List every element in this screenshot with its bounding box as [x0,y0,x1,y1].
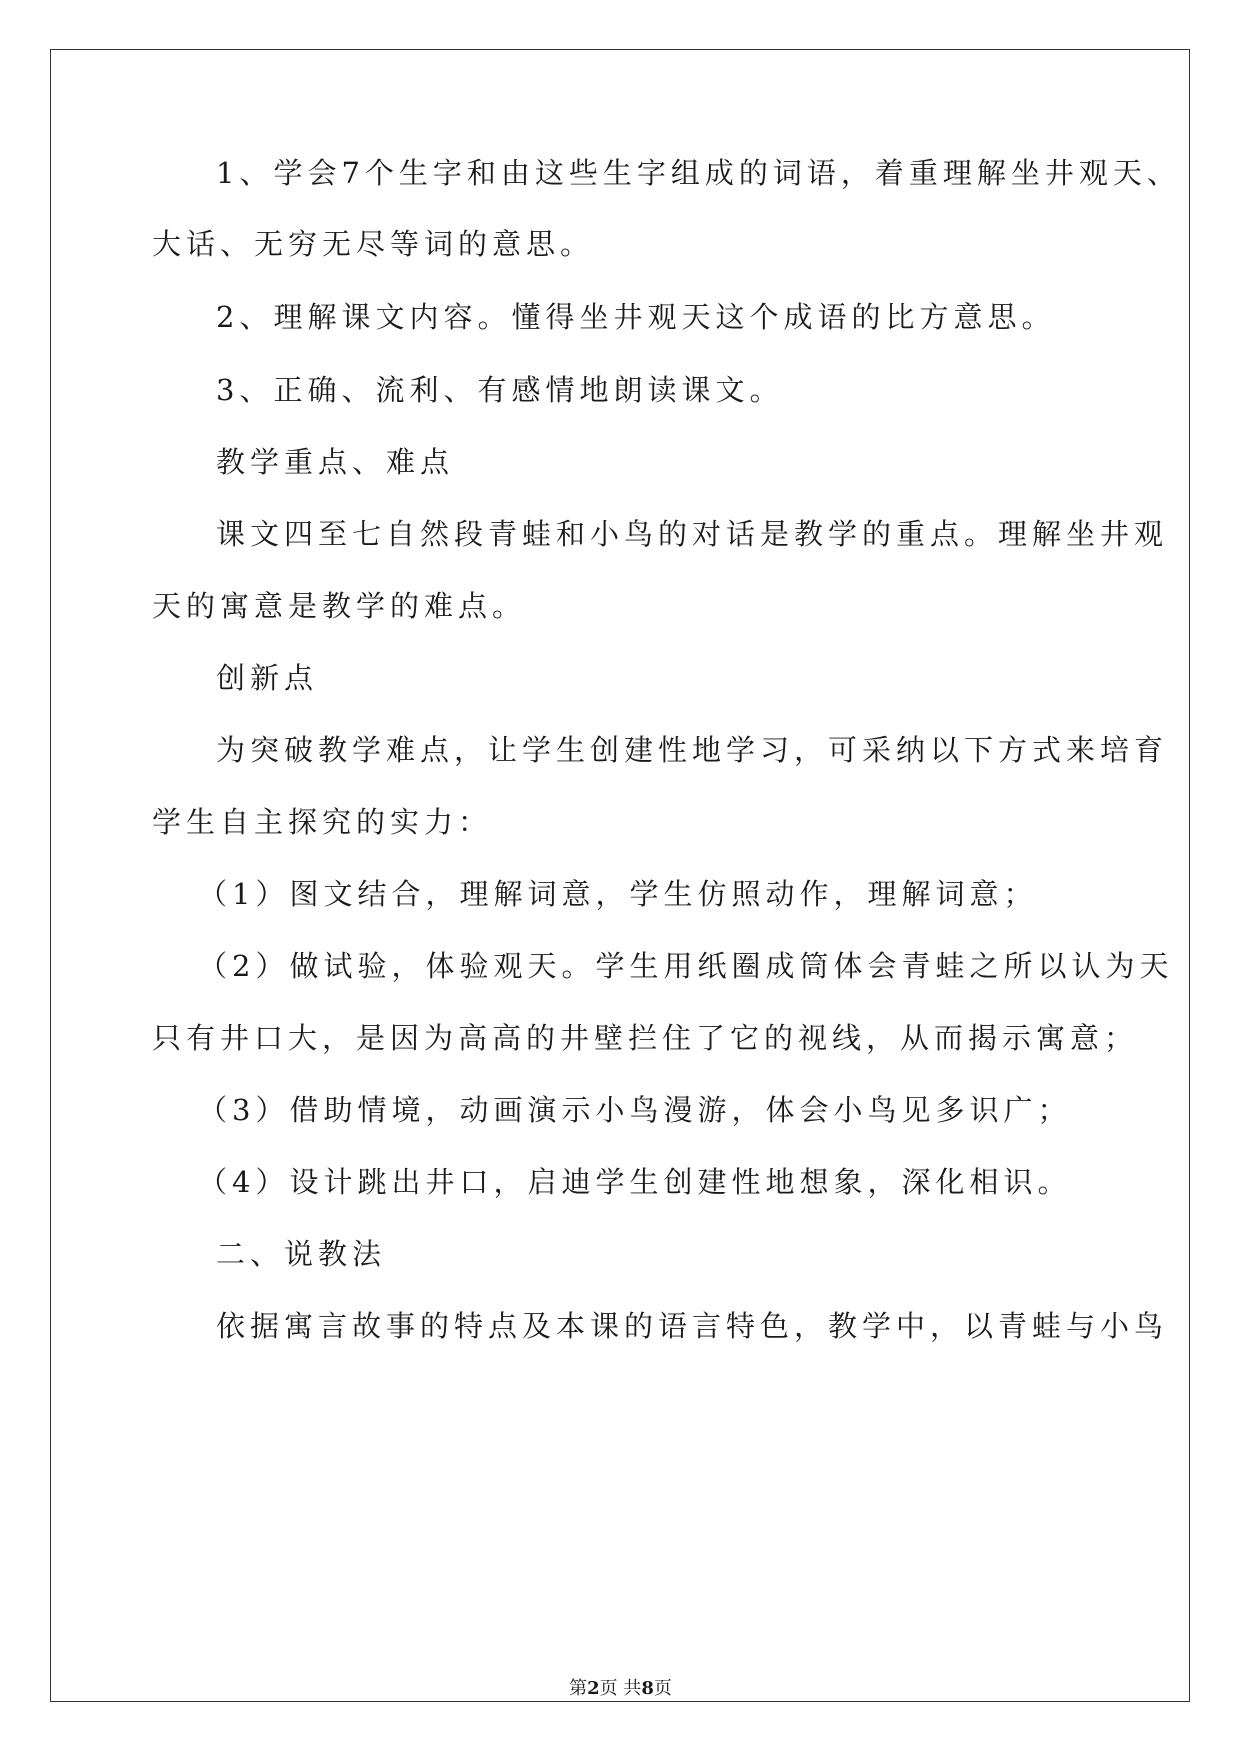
list-item: （4）设计跳出井口，启迪学生创建性地想象，深化相识。 [198,1165,1072,1199]
list-item: （2）做试验，体验观天。学生用纸圈成筒体会青蛙之所以认为天 [198,949,1174,983]
section-heading: 二、说教法 [216,1237,387,1271]
section-heading: 教学重点、难点 [216,445,455,479]
paragraph-line: 依据寓言故事的特点及本课的语言特色，教学中，以青蛙与小鸟 [216,1309,1169,1343]
footer-total-pages: 8 [641,1678,654,1699]
paragraph-line: 课文四至七自然段青蛙和小鸟的对话是教学的重点。理解坐井观 [216,517,1169,551]
footer-suffix: 页 [653,1678,672,1699]
paragraph-line: 学生自主探究的实力： [152,805,493,839]
paragraph-line: 为突破教学难点，让学生创建性地学习，可采纳以下方式来培育 [216,733,1169,767]
paragraph-line: 大话、无穷无尽等词的意思。 [152,227,595,261]
paragraph-line: 2、理解课文内容。懂得坐井观天这个成语的比方意思。 [216,300,1056,334]
paragraph-line: 3、正确、流利、有感情地朗读课文。 [216,373,784,407]
list-item: （1）图文结合，理解词意，学生仿照动作，理解词意； [198,877,1038,911]
page-footer [0,1677,1241,1701]
footer-middle: 页 共 [599,1678,642,1699]
footer-page-number: 2 [587,1678,600,1699]
section-heading: 创新点 [216,661,319,695]
paragraph-line: 天的寓意是教学的难点。 [152,589,527,623]
list-item: （3）借助情境，动画演示小鸟漫游，体会小鸟见多识广； [198,1093,1072,1127]
paragraph-line: 只有井口大，是因为高高的井壁拦住了它的视线，从而揭示寓意； [152,1021,1139,1055]
paragraph-line: 1、学会7个生字和由这些生字组成的词语，着重理解坐井观天、 [216,156,1181,190]
footer-prefix: 第 [569,1678,588,1699]
